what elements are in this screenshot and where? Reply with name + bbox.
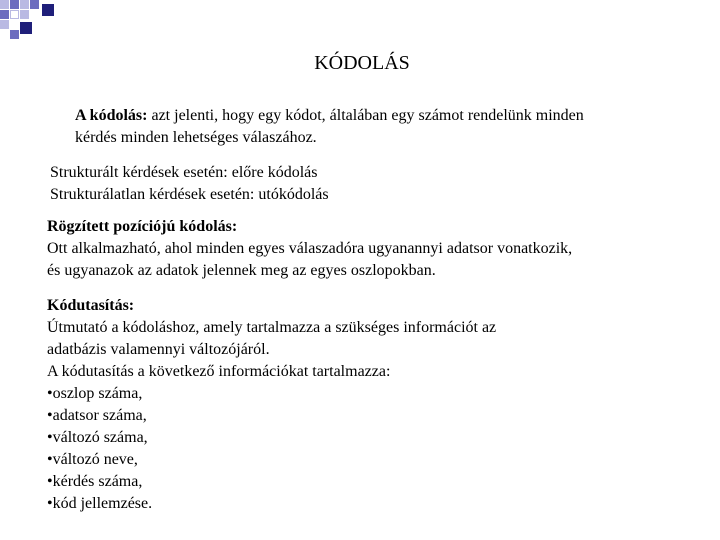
- list-item: •kód jellemzése.: [47, 495, 153, 512]
- list-item: •változó száma,: [47, 429, 148, 446]
- structured-paragraph: [50, 162, 329, 206]
- code-guide-heading: Kódutasítás:: [47, 297, 135, 314]
- corner-decoration: [0, 0, 60, 40]
- intro-line-2: kérdés minden lehetséges válaszához.: [75, 129, 317, 146]
- code-guide-line-2: adatbázis valamennyi változójáról.: [47, 341, 270, 358]
- list-item: •kérdés száma,: [47, 473, 143, 490]
- intro-line-1: [75, 105, 584, 127]
- intro-paragraph: [75, 105, 584, 149]
- fixed-position-line-1: Ott alkalmazható, ahol minden egyes válaszadóra ugyanannyi adatsor vonatkozik,: [47, 240, 573, 257]
- page-title: KÓDOLÁS: [314, 52, 410, 74]
- list-item: •adatsor száma,: [47, 407, 147, 424]
- list-item: •változó neve,: [47, 451, 138, 468]
- fixed-position-section: [47, 216, 572, 282]
- code-guide-section: [47, 295, 496, 515]
- list-item: •oszlop száma,: [47, 385, 143, 402]
- fixed-position-line-2: és ugyanazok az adatok jelennek meg az egyes oszlopokban.: [47, 262, 436, 279]
- fixed-position-heading: Rögzített pozíciójú kódolás:: [47, 218, 238, 235]
- structured-line-2: Strukturálatlan kérdések esetén: utókódolás: [50, 186, 329, 203]
- code-guide-line-3: A kódutasítás a következő információkat tartalmazza:: [47, 363, 391, 380]
- structured-line-1: Strukturált kérdések esetén: előre kódolás: [50, 164, 318, 181]
- intro-term: A kódolás:: [75, 107, 148, 124]
- intro-line-1-rest: azt jelenti, hogy egy kódot, általában egy számot rendelünk minden: [147, 107, 584, 124]
- code-guide-line-1: Útmutató a kódoláshoz, amely tartalmazza a szükséges információt az: [47, 319, 497, 336]
